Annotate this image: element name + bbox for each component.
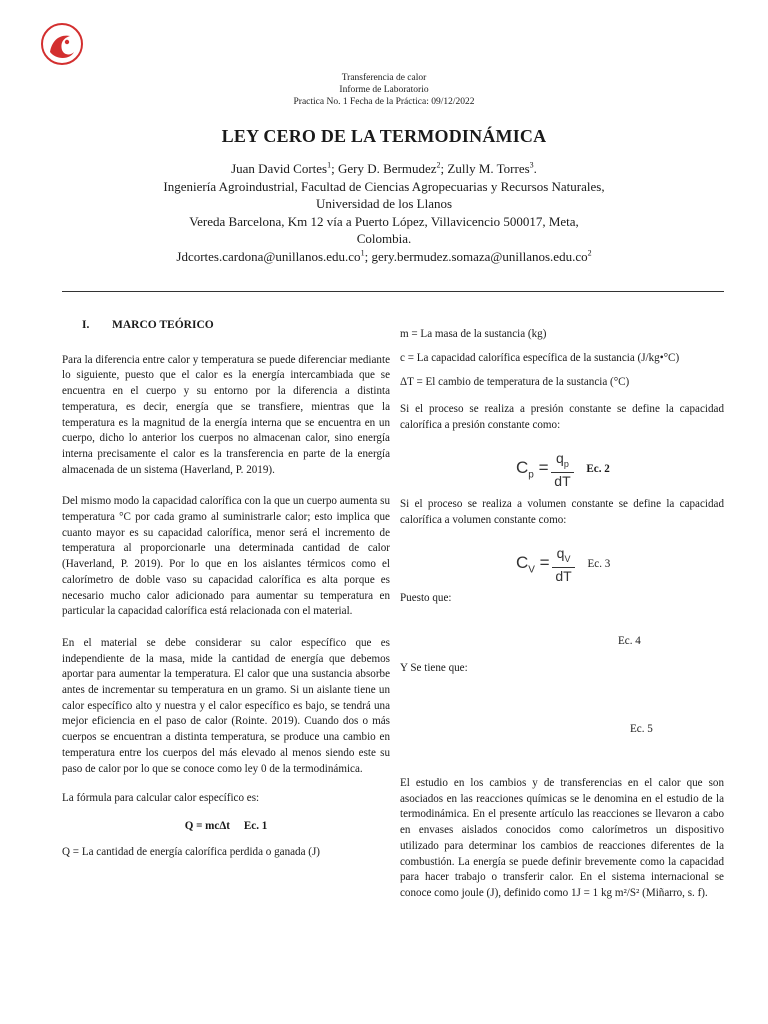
affiliation-line-3: Vereda Barcelona, Km 12 vía a Puerto López, Villavicencio 500017, Meta,: [189, 214, 579, 229]
course-name: Transferencia de calor: [341, 73, 427, 83]
equation-2: $C_p$ = $\frac{q_p}{dT}$ Ec. 2: [516, 450, 610, 489]
affiliation-line-1: Ingeniería Agroindustrial, Facultad de Ciencias Agropecuarias y Recursos Naturales,: [163, 179, 605, 194]
author-2: ; Gery D. Bermudez: [331, 161, 437, 176]
definition-delta-t: ΔT = El cambio de temperatura de la sustancia (°C): [400, 376, 630, 388]
paragraph-pressure: Si el proceso se realiza a presión constante se define la capacidad calorífica a presión constante como:: [400, 403, 724, 431]
affiliation-line-2: Universidad de los Llanos: [315, 196, 453, 211]
definition-c: c = La capacidad calorífica específica de la sustancia (J/kg•°C): [400, 352, 680, 364]
equation-2-label: Ec. 2: [586, 463, 610, 476]
emails-line: $Jdcortes.cardona@unillanos.edu.co^1$; $gery.bermudez.somaza@unillanos.edu.co^2$: [176, 248, 592, 264]
se-tiene-que: Y Se tiene que:: [400, 662, 468, 674]
equation-3-label: Ec. 3: [587, 558, 611, 571]
authors-line: Juan David Cortes$^1$; Gery D. Bermudez$^2$; Zully M. Torres$^3$.: [231, 160, 537, 176]
equation-4-label: Ec. 4: [618, 635, 641, 647]
paragraph-1: Para la diferencia entre calor y temperatura se puede diferenciar mediante lo siguiente, puesto que el calor es la energía intercambiada que se encuentra en el cuerpo y su entorno por la diferencia a distinta temperatura, es decir, energía que se transfiere, mientras que la temperatura es la magnitud de la energía interna que se encuentra en un cuerpo, dicho lo anterior los cuerpos no almacenan calor, sino energía interna precisamente el calor es la transferencia en parte de la energía almacenada de un sistema (Haverland, P. 2019).: [62, 353, 390, 476]
definition-q: Q = La cantidad de energía calorífica perdida o ganada (J): [62, 845, 320, 858]
paragraph-2: Del mismo modo la capacidad calorífica con la que un cuerpo aumenta su temperatura °C por cada gramo al suministrarle calor; esto implica que cuanto mayor es su capacidad calorífica, menor será el incremento de temperatura al proporcionarle una determinada cantidad de calor (Haverland, P. 2019). Por lo que en los aislantes térmicos como el calorímetro de doble vaso su capacidad calorífica es alta porque es necesario mucho calor adicionado para aumentar su temperatura en particular la capacidad calorífica está relacionada con el material.: [62, 495, 390, 618]
equation-3: $C_V$ = $\frac{q_V}{dT}$ Ec. 3: [516, 545, 611, 584]
equation-1: Q = mcΔt Ec. 1: [184, 819, 268, 832]
left-column: [62, 318, 390, 860]
email-2: gery.bermudez.somaza@unillanos.edu.co: [371, 249, 588, 264]
definition-m: m = La masa de la sustancia (kg): [400, 328, 547, 340]
university-logo: [40, 22, 84, 66]
paragraph-volume: Si el proceso se realiza a volumen constante se define la capacidad calorífica a volumen constante como:: [400, 498, 724, 526]
author-1: Juan David Cortes: [231, 161, 328, 176]
report-type: Informe de Laboratorio: [339, 85, 429, 95]
practice-info: Practica No. 1 Fecha de la Práctica: 09/12/2022: [293, 97, 475, 107]
equation-5-label: Ec. 5: [630, 723, 653, 735]
paper-title: LEY CERO DE LA TERMODINÁMICA: [221, 126, 547, 146]
affiliation-line-4: Colombia.: [356, 231, 412, 246]
puesto-que: Puesto que:: [400, 592, 452, 604]
author-3: ; Zully M. Torres: [440, 161, 530, 176]
paragraph-3: En el material se debe considerar su calor específico que es independiente de la masa, mide la cantidad de energía que debemos aportar para aumentar la temperatura. El calor que una sustancia absorbe antes de incrementar su temperatura en un gramo. Si un aislante tiene un calor específico alto y nuestra y el calor específico es bajo, se tendrá una mejor eficiencia en el paso de calor (Rointe. 2019). Cuando dos o más cuerpos se encuentran a distinta temperatura, se produce una cambio en temperatura entre los cuerpos del más elevado al menos siendo este su paso de calor por lo que se conoce como ley 0 de la termodinámica.: [62, 636, 390, 775]
paragraph-study: El estudio en los cambios y de transferencias en el calor que son asociados en las reacciones químicas se le denomina en el estudio de la termodinámica. En el presente artículo las reacciones se llevaron a cabo en envases aislados conocidos como calorímetros un dispositivo utilizado para determinar los cambios de reacciones diferentes de la combustión. La energía se puede definir brevemente como la capacidad para hacer trabajo o transferir calor. En el sistema internacional se conoce como joule (J), definido como 1J = 1 kg m²/S² (Miñarro, s. f).: [400, 777, 724, 899]
header-divider: [62, 291, 724, 292]
paragraph-4: La fórmula para calcular calor específico es:: [62, 792, 260, 805]
section-heading: I. MARCO TEÓRICO: [82, 319, 214, 331]
email-1: Jdcortes.cardona@unillanos.edu.co: [176, 249, 361, 264]
